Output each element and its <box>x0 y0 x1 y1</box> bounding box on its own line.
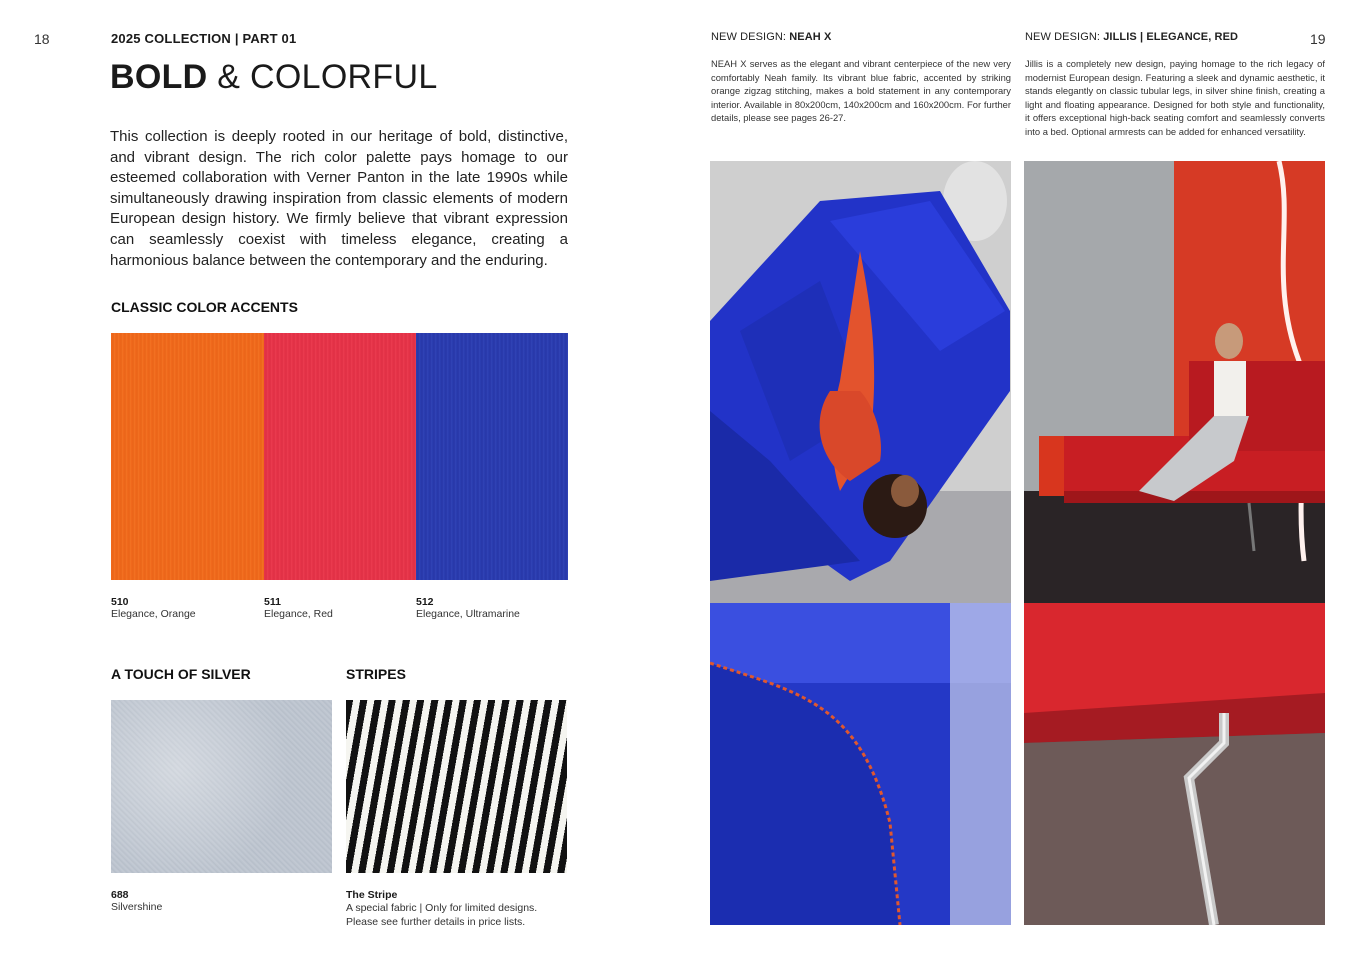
neah-sofa-photo <box>710 161 1011 603</box>
title-rest: & COLORFUL <box>217 58 438 96</box>
jillis-heading-name: JILLIS | ELEGANCE, RED <box>1103 31 1239 43</box>
neah-description: NEAH X serves as the elegant and vibrant centerpiece of the new very comfortably Neah family. Its vibrant blue fabric, accented by striking orange zigzag stitching, makes a bold statement in any contemporary interior. Available in 80x200cm, 140x200cm and 160x200cm. For further details, please see pages 26-27. <box>711 58 1011 124</box>
neah-heading <box>711 31 831 43</box>
stripes-heading: STRIPES <box>346 666 406 682</box>
swatch-caption-orange <box>111 596 196 620</box>
swatch-name: Elegance, Orange <box>111 608 196 620</box>
silver-heading: A TOUCH OF SILVER <box>111 666 251 682</box>
accents-heading: CLASSIC COLOR ACCENTS <box>111 299 298 315</box>
swatch-code: 510 <box>111 596 129 608</box>
jillis-description: Jillis is a completely new design, paying homage to the rich legacy of modernist European design. Featuring a sleek and dynamic aesthetic, it stands elegantly on classic tubular legs, in silver shine finish, creating a light and floating appearance. Designed for both style and functionality, it offers exceptional high-back seating comfort and seamlessly converts into a bed. Optional armrests can be added for enhanced versatility. <box>1025 58 1325 137</box>
swatch-orange <box>111 333 264 580</box>
swatch-stripes <box>346 700 567 873</box>
page-number-left: 18 <box>34 31 50 47</box>
jillis-heading <box>1025 31 1238 43</box>
swatch-caption-ultramarine <box>416 596 520 620</box>
swatch-name: Silvershine <box>111 901 163 913</box>
swatch-code: 511 <box>264 596 281 608</box>
swatch-code: 512 <box>416 596 434 608</box>
swatch-ultramarine <box>416 333 568 580</box>
jillis-sofa-photo <box>1024 161 1325 603</box>
swatch-caption-silver <box>111 889 162 913</box>
title-bold: BOLD <box>110 58 208 96</box>
neah-detail-photo <box>710 603 1011 925</box>
jillis-detail-photo <box>1024 603 1325 925</box>
swatch-name: A special fabric | Only for limited designs. Please see further details in price lists. <box>346 902 538 928</box>
swatch-name: Elegance, Red <box>264 608 333 620</box>
neah-heading-name: NEAH X <box>789 31 832 43</box>
swatch-red <box>264 333 416 580</box>
swatch-name: Elegance, Ultramarine <box>416 608 520 620</box>
swatch-caption-red <box>264 596 333 620</box>
page-title <box>110 58 438 97</box>
intro-paragraph: This collection is deeply rooted in our heritage of bold, distinctive, and vibrant design. The rich color palette pays homage to our esteemed collaboration with Verner Panton in the late 1990s while simultaneously drawing inspiration from classic elements of modern European design history. We firmly believe that vibrant expression can seamlessly coexist with timeless elegance, creating a harmonious balance between the contemporary and the enduring. <box>110 128 568 269</box>
page-number-right: 19 <box>1310 31 1326 47</box>
swatch-code: 688 <box>111 889 129 901</box>
section-heading: 2025 COLLECTION | PART 01 <box>111 31 297 46</box>
jillis-heading-label: NEW DESIGN: <box>1025 31 1104 43</box>
neah-heading-label: NEW DESIGN: <box>711 31 790 43</box>
swatch-caption-stripes <box>346 889 566 929</box>
swatch-code: The Stripe <box>346 889 398 901</box>
swatch-silver <box>111 700 332 873</box>
